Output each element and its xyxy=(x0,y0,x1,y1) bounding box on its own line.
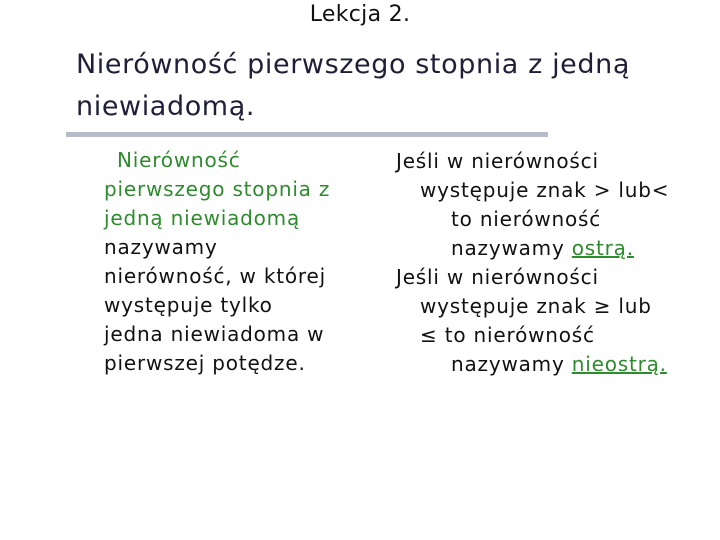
slide-title-line-2: niewiadomą. xyxy=(76,91,256,122)
definition-line: Nierówność xyxy=(117,148,241,172)
nonstrict-rule-line xyxy=(378,350,713,379)
nonstrict-term-link[interactable]: nieostrą. xyxy=(571,352,667,376)
strict-rule-prefix: nazywamy xyxy=(451,236,572,260)
definition-line: nierówność, w której xyxy=(104,264,326,288)
strict-rule-line xyxy=(378,234,713,263)
slide-title-line-1: Nierówność pierwszego stopnia z jedną xyxy=(76,49,630,80)
definition-line: pierwszej potędze. xyxy=(104,351,306,375)
slide-title xyxy=(76,44,696,128)
definition-line: występuje tylko xyxy=(104,293,273,317)
nonstrict-rule-line: występuje znak ≥ lub xyxy=(420,294,652,318)
definition-line: pierwszego stopnia z xyxy=(104,177,331,201)
nonstrict-rule-line: ≤ to nierówność xyxy=(420,323,595,347)
inequality-types xyxy=(378,147,713,379)
strict-rule-line: to nierówność xyxy=(451,207,602,231)
title-divider xyxy=(66,132,548,137)
strict-rule-line: występuje znak > lub< xyxy=(420,178,670,202)
nonstrict-rule-prefix: nazywamy xyxy=(451,352,572,376)
lesson-label: Lekcja 2. xyxy=(309,2,411,27)
strict-term-link[interactable]: ostrą. xyxy=(571,236,634,260)
definition-line: jedna niewiadoma w xyxy=(104,322,325,346)
definition-line: jedną niewiadomą xyxy=(104,206,301,230)
nonstrict-rule-line: Jeśli w nierówności xyxy=(396,265,599,289)
definition-text xyxy=(104,146,394,378)
strict-rule-line: Jeśli w nierówności xyxy=(396,149,599,173)
definition-line: nazywamy xyxy=(104,235,218,259)
